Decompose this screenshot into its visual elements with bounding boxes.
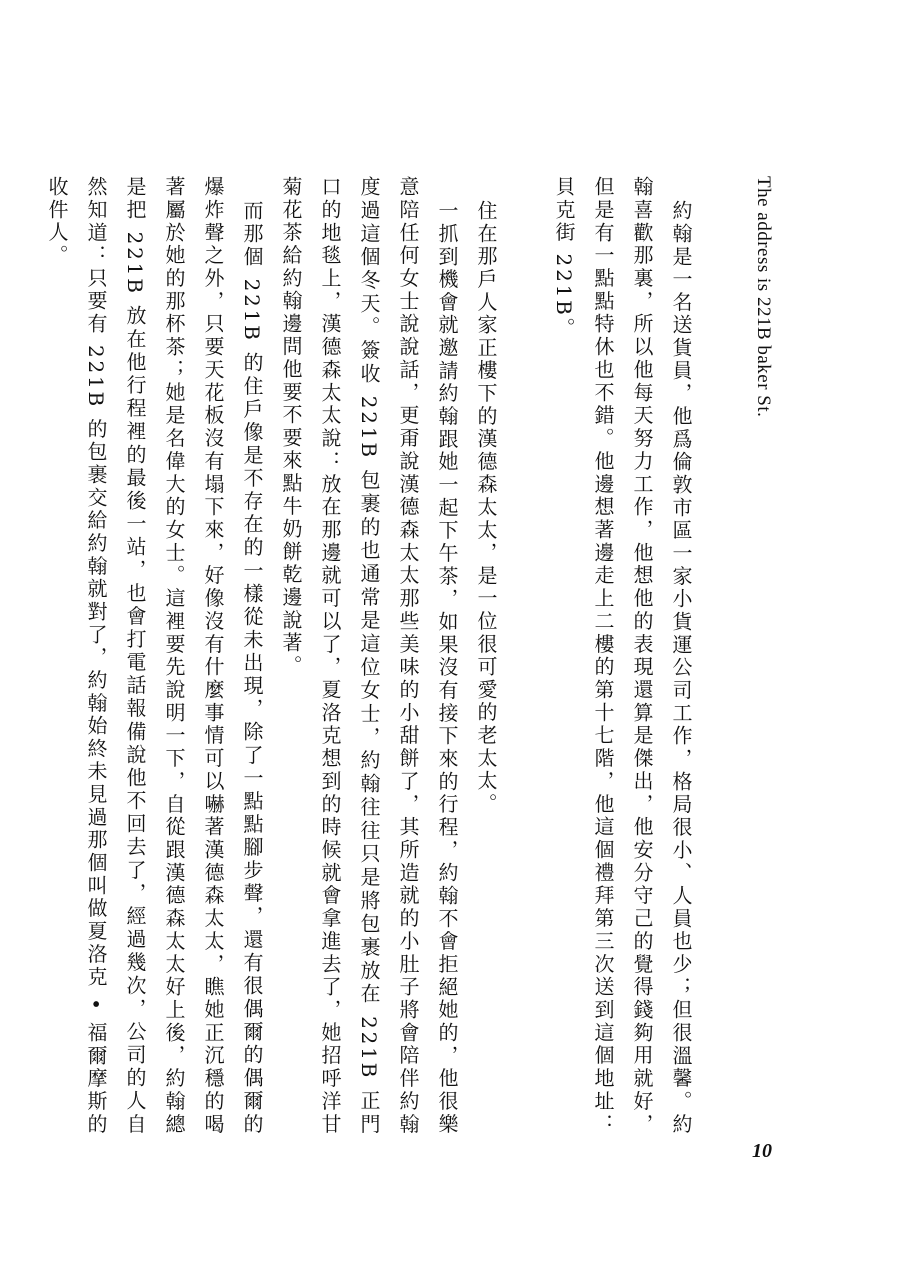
paragraph-2: 住在那戶人家正樓下的漢德森太太，是一位很可愛的老太太。 <box>474 200 498 816</box>
running-header: The address is 221B baker St. <box>753 176 774 418</box>
paragraph-3: 一抓到機會就邀請約翰跟她一起下午茶，如果沒有接下來的行程，約翰不會拒絕她的，他很樂意陪任何女士說說話，更甭說漢德森太太那些美味的小甜餅了，其所造就的小肚子將會陪伴約翰度過這個冬天。簽收 221B 包裹的也通常是這位女士，約翰往往只是將包裹放在 221B 正門口的地毯上，漢德森太太說：放在那邊就可以了，夏洛克想到的時候就會拿進去了，她招呼洋甘菊花茶給約翰邊問他要不要來點牛奶餅乾邊說著。 <box>279 176 459 1136</box>
page-number: 10 <box>752 1140 772 1162</box>
story-text <box>45 176 700 1136</box>
paragraph-1: 約翰是一名送貨員，他爲倫敦市區一家小貨運公司工作，格局很小、人員也少；但很溫馨。約翰喜歡那裏，所以他每天努力工作，他想他的表現還算是傑出，他安分守己的覺得錢夠用就好，但是有一點點特休也不錯。他邊想著邊走上二樓的第十七階，他這個禮拜第三次送到這個地址：貝克街 221B。 <box>552 176 693 1136</box>
paragraph-4: 而那個 221B 的住戶像是不存在的一樣從未出現，除了一點點腳步聲，還有很偶爾的偶爾的爆炸聲之外，只要天花板沒有塌下來，好像沒有什麼事情可以嚇著漢德森太太，瞧她正沉穩的喝著屬於她的那杯茶；她是名偉大的女士。這裡要先說明一下，自從跟漢德森太太好上後，約翰總是把 221B 放在他行程裡的最後一站，也會打電話報備說他不回去了，經過幾次，公司的人自然知道：只要有 221B 的包裹交給約翰就對了，約翰始終未見過那個叫做夏洛克 • 福爾摩斯的收件人。 <box>45 176 264 1136</box>
